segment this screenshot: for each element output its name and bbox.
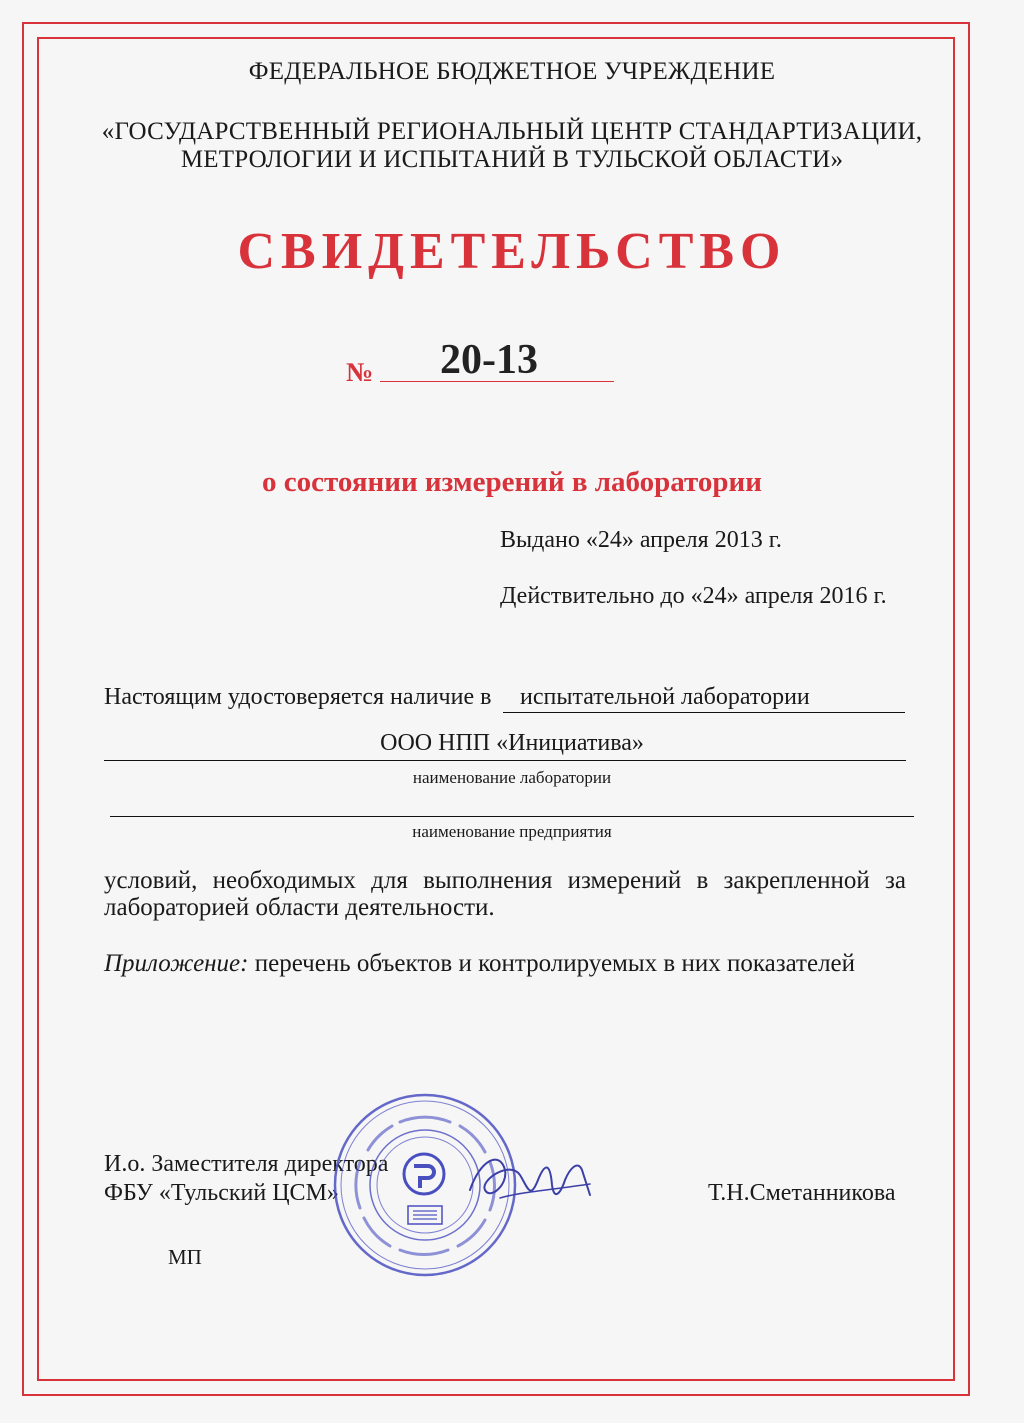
org-name-line1: «ГОСУДАРСТВЕННЫЙ РЕГИОНАЛЬНЫЙ ЦЕНТР СТАНДАРТИЗАЦИИ, [101,118,923,145]
conditions-line2: лабораторией области деятельности. [104,894,495,921]
number-sign: № [346,357,374,387]
document-title: СВИДЕТЕЛЬСТВО [237,223,787,280]
enterprise-caption: наименование предприятия [412,822,612,841]
appendix [104,950,855,978]
signer-name: Т.Н.Сметанникова [708,1180,896,1206]
handwritten-signature [460,1140,600,1220]
certify-prefix: Настоящим удостоверяется наличие в [104,684,492,710]
document-subtitle: о состоянии измерений в лаборатории [262,466,762,498]
conditions-line1: условий, необходимых для выполнения измерений в закрепленной за [104,867,906,894]
lab-name-caption: наименование лаборатории [412,768,612,787]
appendix-label: Приложение: [104,950,249,977]
org-name-line2: МЕТРОЛОГИИ И ИСПЫТАНИЙ В ТУЛЬСКОЙ ОБЛАСТИ» [180,146,844,173]
seal-place-mark: МП [168,1245,202,1269]
enterprise-underline [110,816,914,817]
signer-position-line2: ФБУ «Тульский ЦСМ» [104,1180,339,1206]
signer-position-line1: И.о. Заместителя директора [104,1151,389,1177]
org-type-heading: ФЕДЕРАЛЬНОЕ БЮДЖЕТНОЕ УЧРЕЖДЕНИЕ [248,58,776,85]
lab-type-underline [503,712,905,713]
certificate-number: 20-13 [440,337,538,383]
lab-name-underline [104,760,906,761]
valid-until-date: Действительно до «24» апреля 2016 г. [500,583,887,609]
issued-date: Выдано «24» апреля 2013 г. [500,527,782,553]
lab-type: испытательной лаборатории [520,684,810,710]
appendix-text: перечень объектов и контролируемых в них показателей [254,950,856,977]
lab-name: ООО НПП «Инициатива» [380,730,644,756]
